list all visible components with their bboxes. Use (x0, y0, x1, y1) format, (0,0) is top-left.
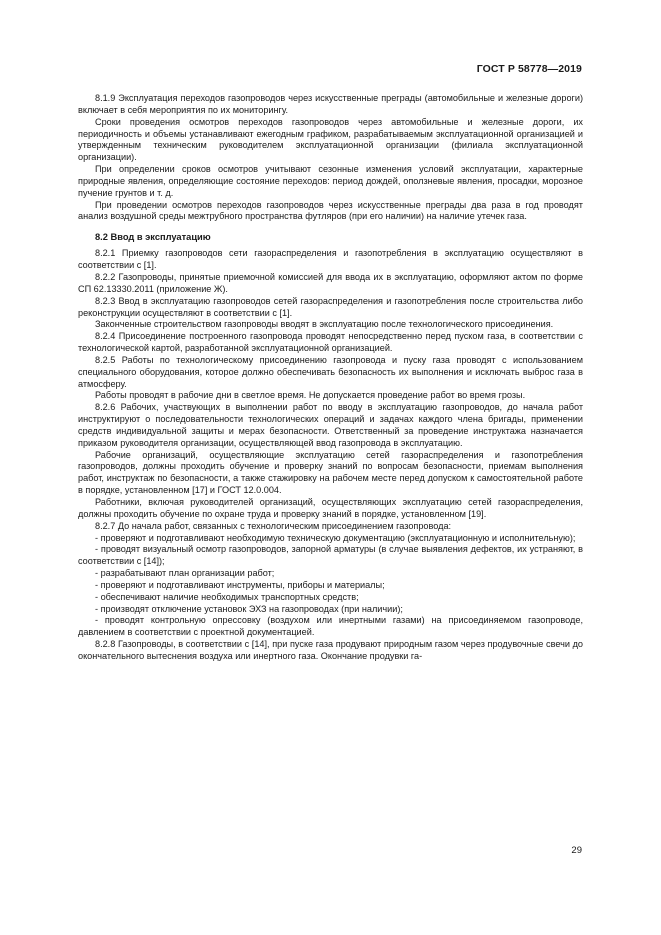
paragraph: Работники, включая руководителей организаций, осуществляющих эксплуатацию сетей газораспределения, должны проходить обучение по охране труда и проверку знаний в порядке, установленном [19]. (78, 497, 583, 519)
paragraph: Законченные строительством газопроводы вводят в эксплуатацию после технологического присоединения. (95, 319, 554, 330)
paragraph: 8.2.1 Приемку газопроводов сети газораспределения и газопотребления в эксплуатацию осуществляют в соответствии с [1]. (78, 248, 583, 271)
paragraph: Сроки проведения осмотров переходов газопроводов через автомобильные и железные дороги, их периодичность и объемы устанавливают ежегодным графиком, разрабатываемым эксплуатационной организацией и утвержденным техническим руководителем эксплуатационной организации (филиала эксплуатационной организации). (78, 116, 583, 163)
paragraph: При проведении осмотров переходов газопроводов через искусственные преграды два раза в год проводят анализ воздушной среды межтрубного пространства футляров (при его наличии) на наличие утечек газа. (78, 199, 583, 222)
paragraph: 8.2.2 Газопроводы, принятые приемочной комиссией для ввода их в эксплуатацию, оформляют актом по форме СП 62.13330.2011 (приложение Ж). (78, 271, 583, 294)
paragraph: 8.2.8 Газопроводы, в соответствии с [14], при пуске газа продувают природным газом через продувочные свечи до окончательного вытеснения воздуха или инертного газа. Окончание продувки га- (78, 639, 583, 661)
paragraph: 8.2.7 До начала работ, связанных с технологическим присоединением газопровода: (95, 520, 452, 531)
paragraph: 8.1.9 Эксплуатация переходов газопроводов через искусственные преграды (автомобильные и железные дороги) включает в себя мероприятия по их мониторингу. (78, 93, 583, 115)
list-item: - обеспечивают наличие необходимых транспортных средств; (95, 591, 359, 602)
document-body (78, 93, 583, 663)
list-item: - разрабатывают план организации работ; (95, 568, 275, 579)
paragraph: Рабочие организаций, осуществляющие эксплуатацию сетей газораспределения и газопотребления газопроводов, должны проходить обучение и проверку знаний по вопросам безопасности, приемам выполнения работ, инструктаж по безопасности, а также стажировку на рабочем месте перед допуском к самостоятельной работе в порядке, установленном [17] и ГОСТ 12.0.004. (78, 449, 583, 496)
list-item: - производят отключение установок ЭХЗ на газопроводах (при наличии); (95, 603, 403, 614)
paragraph: При определении сроков осмотров учитывают сезонные изменения условий эксплуатации, характерные природные явления, определяющие состояние переходов: период дождей, оползневые явления, просадки, морозное пучение грунтов и т. д. (78, 164, 583, 198)
paragraph: 8.2.6 Рабочих, участвующих в выполнении работ по вводу в эксплуатацию газопроводов, до начала работ инструктируют о последовательности технологических операций и задачах каждого члена бригады, применении средств индивидуальной защиты и мерах безопасности. Ответственный за проведение инструктажа назначается приказом руководителя организации, осуществляющей ввод газопровода в эксплуатацию. (78, 402, 583, 448)
page-number: 29 (571, 845, 582, 856)
list-item: - проверяют и подготавливают инструменты, приборы и материалы; (95, 579, 385, 590)
list-item: - проводят визуальный осмотр газопроводов, запорной арматуры (в случае выявления дефектов, их устраняют, в соответствии с [14]); (78, 544, 583, 567)
paragraph: Работы проводят в рабочие дни в светлое время. Не допускается проведение работ во время грозы. (95, 390, 526, 401)
list-item: - проверяют и подготавливают необходимую техническую документацию (эксплуатационную и исполнительную); (95, 532, 576, 543)
paragraph: 8.2.3 Ввод в эксплуатацию газопроводов сетей газораспределения и газопотребления после строительства либо реконструкции осуществляют в соответствии с [1]. (78, 295, 583, 318)
section-heading: 8.2 Ввод в эксплуатацию (95, 232, 211, 243)
paragraph: 8.2.4 Присоединение построенного газопровода проводят непосредственно перед пуском газа, в соответствии с технологической картой, разработанной эксплуатационной организацией. (78, 331, 583, 354)
list-item: - проводят контрольную опрессовку (воздухом или инертными газами) на присоединяемом газопроводе, давлением в соответствии с проектной документацией. (78, 615, 583, 638)
document-header: ГОСТ Р 58778—2019 (476, 63, 582, 75)
paragraph: 8.2.5 Работы по технологическому присоединению газопровода и пуску газа проводят с использованием специального оборудования, которое должно обеспечивать безопасность их выполнения и исключать выброс газа в атмосферу. (78, 354, 583, 389)
